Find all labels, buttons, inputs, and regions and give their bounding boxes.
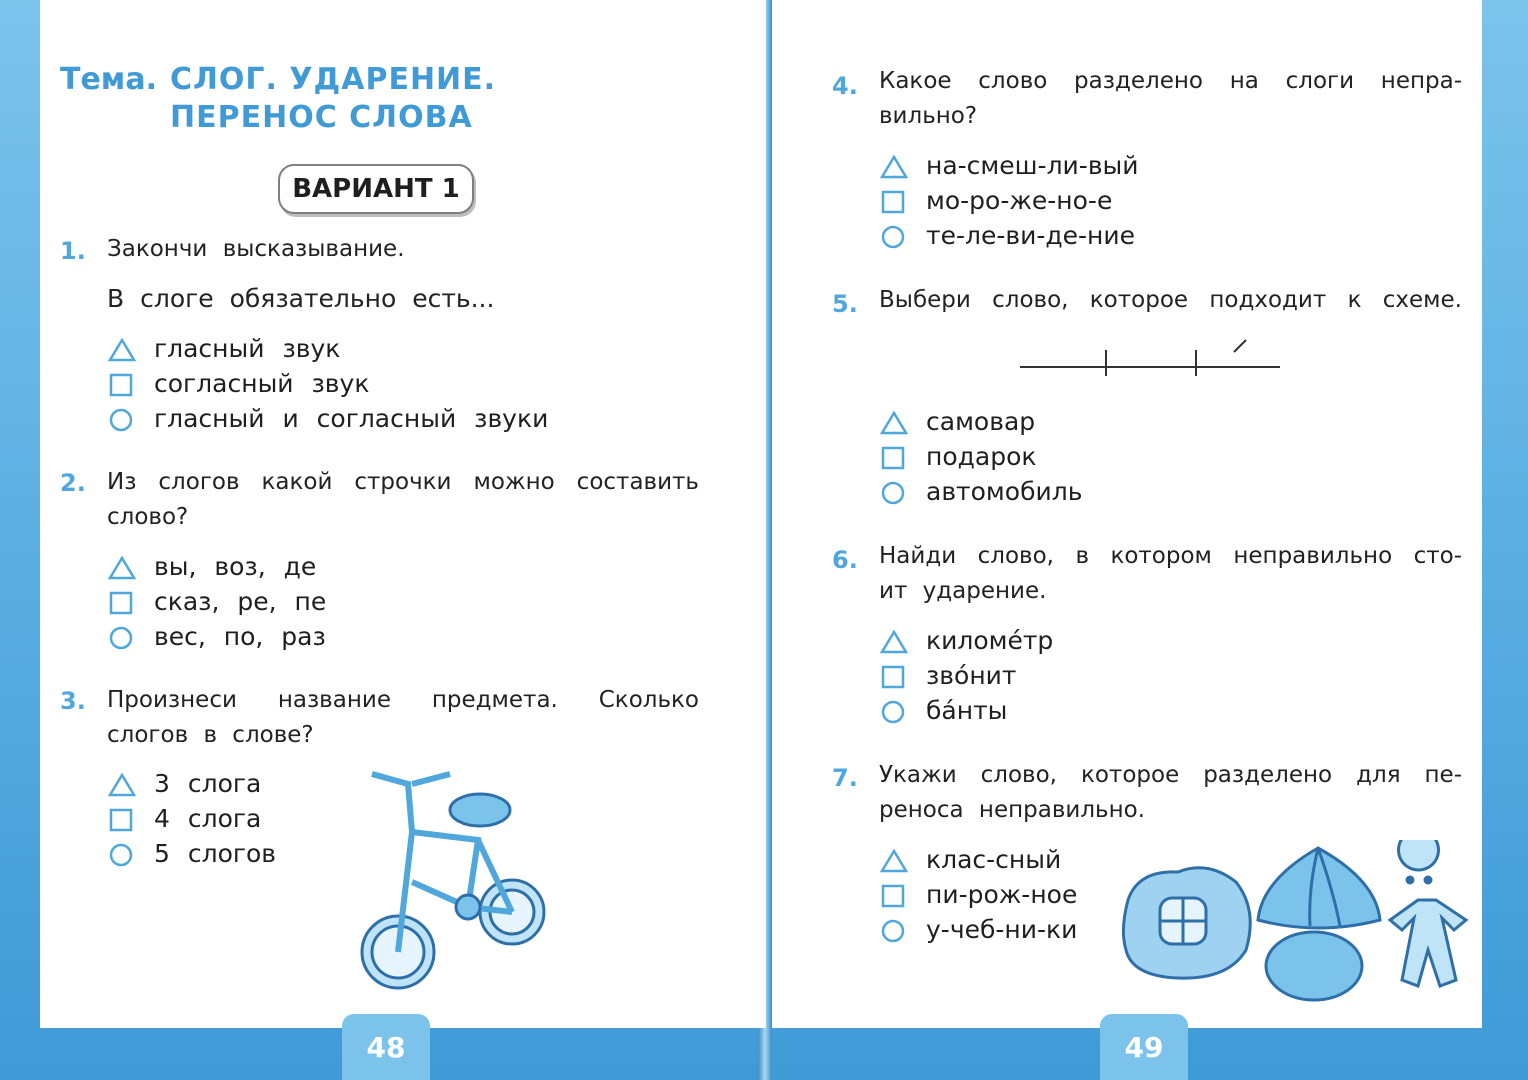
answer-option[interactable] [880,404,1082,439]
question-1-text [107,232,707,316]
answer-option[interactable] [880,474,1082,509]
question-5-text [879,283,1462,318]
question-4-options [880,148,1139,253]
page-number-left: 48 [342,1014,430,1080]
question-2-text [107,465,699,535]
question-1-number: 1. [60,237,86,265]
option-label: подарок [926,442,1037,471]
topic-line-1: СЛОГ. УДАРЕНИЕ. [170,62,497,97]
option-label: 3 слога [154,769,262,798]
option-label: клас-сный [926,845,1062,874]
option-label: ба́нты [926,696,1008,725]
question-6-line-2: ит ударение. [879,578,1047,604]
question-4-line-1: Какое слово разделено на слоги непра- [879,68,1462,94]
answer-option[interactable] [880,693,1053,728]
triangle-icon [108,549,154,584]
question-7-line-1: Укажи слово, которое разделено для пе- [879,762,1462,788]
question-3-number: 3. [60,687,86,715]
circle-icon [108,401,154,436]
answer-option[interactable] [880,912,1077,947]
question-7-text [879,758,1462,828]
option-label: зво́нит [926,661,1017,690]
option-label: на-смеш-ли-вый [926,151,1139,180]
question-7-options [880,842,1077,947]
answer-option[interactable] [108,401,548,436]
triangle-icon [880,404,926,439]
question-6-options [880,623,1053,728]
answer-option[interactable] [108,766,276,801]
option-label: вес, по, раз [154,622,326,651]
square-icon [880,877,926,912]
option-label: согласный звук [154,369,370,398]
answer-option[interactable] [880,148,1139,183]
answer-option[interactable] [108,801,276,836]
answer-option[interactable] [108,836,276,871]
circle-icon [108,619,154,654]
answer-option[interactable] [880,439,1082,474]
answer-option[interactable] [880,877,1077,912]
variant-badge: ВАРИАНТ 1 [278,164,474,214]
tema-label: Тема. [60,62,157,97]
circle-icon [880,218,926,253]
option-label: гласный и согласный звуки [154,404,549,433]
square-icon [108,584,154,619]
circle-icon [880,474,926,509]
triangle-icon [108,331,154,366]
question-5-options [880,404,1082,509]
option-label: киломе́тр [926,626,1054,655]
answer-option[interactable] [108,584,326,619]
square-icon [880,658,926,693]
question-2-line-1: Из слогов какой строчки можно составить [107,469,699,495]
triangle-icon [108,766,154,801]
option-label: сказ, ре, пе [154,587,327,616]
option-label: пи-рож-ное [926,880,1078,909]
answer-option[interactable] [108,549,326,584]
question-6-number: 6. [832,546,858,574]
question-5-line-1: Выбери слово, которое подходит к схеме. [879,287,1462,313]
option-label: мо-ро-же-но-е [926,186,1113,215]
question-7-line-2: реноса неправильно. [879,797,1146,823]
question-2-number: 2. [60,469,86,497]
question-6-text [879,539,1462,609]
option-label: у-чеб-ни-ки [926,915,1078,944]
topic-line-2: ПЕРЕНОС СЛОВА [170,100,473,135]
circle-icon [880,912,926,947]
question-3-line-1: Произнеси название предмета. Сколько [107,687,699,713]
triangle-icon [880,623,926,658]
option-label: те-ле-ви-де-ние [926,221,1136,250]
option-label: 4 слога [154,804,262,833]
question-4-text [879,64,1462,134]
answer-option[interactable] [108,331,548,366]
answer-option[interactable] [108,619,326,654]
option-label: самовар [926,407,1036,436]
question-6-line-1: Найди слово, в котором неправильно сто- [879,543,1462,569]
triangle-icon [880,842,926,877]
option-label: автомобиль [926,477,1083,506]
answer-option[interactable] [108,366,548,401]
question-1-line-2: В слоге обязательно есть... [107,284,495,313]
option-label: гласный звук [154,334,341,363]
question-3-text [107,683,699,753]
circle-icon [108,836,154,871]
question-1-line-1: Закончи высказывание. [107,236,405,262]
bicycle-illustration [350,762,550,1002]
syllable-scheme [1018,338,1284,382]
option-label: вы, воз, де [154,552,317,581]
answer-option[interactable] [880,623,1053,658]
square-icon [108,801,154,836]
question-1-options [108,331,548,436]
square-icon [108,366,154,401]
answer-option[interactable] [880,218,1139,253]
answer-option[interactable] [880,658,1053,693]
option-label: 5 слогов [154,839,277,868]
square-icon [880,183,926,218]
sweets-illustration [1118,840,1474,1010]
question-2-line-2: слово? [107,504,189,530]
answer-option[interactable] [880,183,1139,218]
triangle-icon [880,148,926,183]
answer-option[interactable] [880,842,1077,877]
square-icon [880,439,926,474]
question-2-options [108,549,326,654]
question-7-number: 7. [832,764,858,792]
question-5-number: 5. [832,290,858,318]
question-4-line-2: вильно? [879,103,978,129]
circle-icon [880,693,926,728]
page-number-right: 49 [1100,1014,1188,1080]
question-3-line-2: слогов в слове? [107,722,314,748]
question-4-number: 4. [832,72,858,100]
question-3-options [108,766,276,871]
